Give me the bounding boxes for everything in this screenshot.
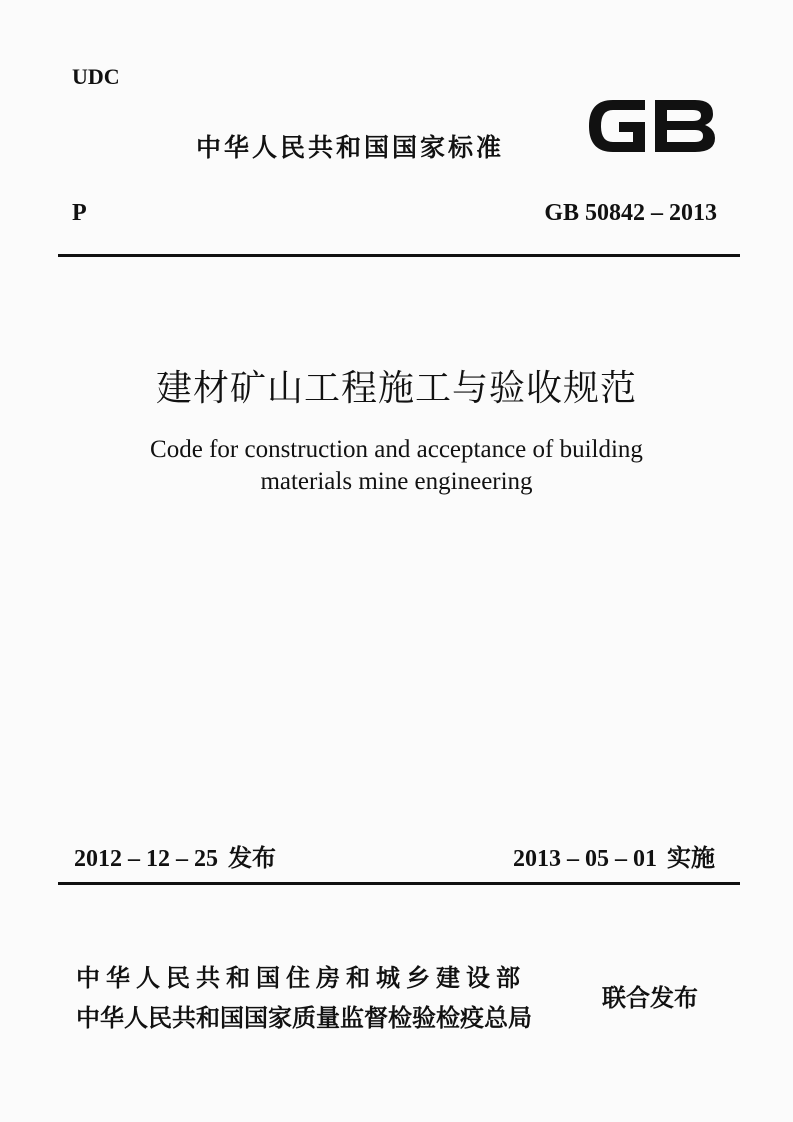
udc-label: UDC [72, 64, 120, 89]
standard-number: GB 50842 – 2013 [544, 200, 717, 226]
classification-code: P [72, 200, 87, 226]
top-divider [58, 254, 740, 257]
title-english-line1: Code for construction and acceptance of building [150, 436, 643, 463]
issue-label: 发布 [228, 844, 276, 872]
implement-date: 2013 – 05 – 01 [513, 846, 657, 872]
gb-logo-icon [583, 92, 719, 160]
issuer-aqsiq: 中华人民共和国国家质量监督检验检疫总局 [76, 1004, 532, 1032]
national-standard-heading: 中华人民共和国国家标准 [196, 133, 505, 162]
issue-date: 2012 – 12 – 25 [74, 846, 218, 872]
title-english-line2: materials mine engineering [260, 468, 533, 495]
issuer-ministry-housing: 中华人民共和国住房和城乡建设部 [76, 964, 526, 992]
bottom-divider [58, 882, 740, 885]
joint-issue-label: 联合发布 [602, 984, 698, 1012]
issue-date-block [74, 838, 276, 873]
title-chinese: 建材矿山工程施工与验收规范 [155, 368, 637, 409]
implement-date-block [513, 838, 715, 873]
implement-label: 实施 [667, 844, 715, 872]
